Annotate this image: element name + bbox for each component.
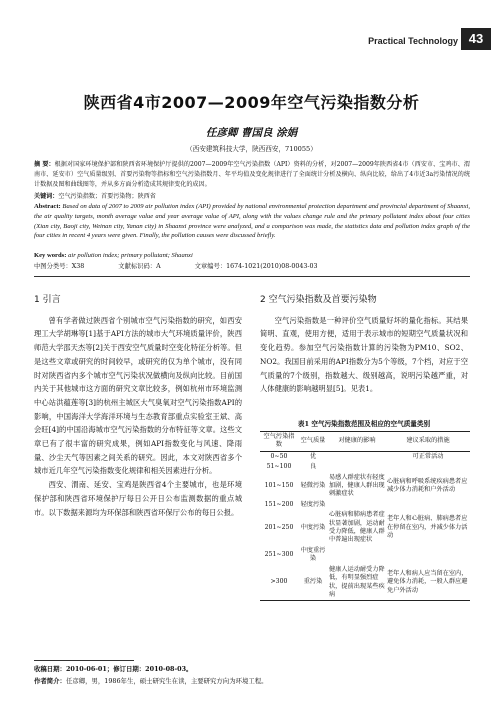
table-cell: 中度重污染 xyxy=(300,546,326,563)
journal-header xyxy=(0,0,503,56)
section-1-paragraph: 曾有学者做过陕西省个别城市空气污染指数的研究，如西安理工大学胡琳等[1]基于API方法的城市大气环境质量评价，陕西师范大学邵天杰等[2]关于西安空气质量时空变化特征分析等。但是这些文章或研究的时间较早，或研究的仅为单个城市，没有同时对陕西省内多个城市空气污染状况做横向及纵向比较。目前国内关于其他城市这方面的研究文章比较多，例如杭州市环境监测中心站洪蕴莲等[3]的杭州主城区大气臭氧对空气污染指数API的影响，中国海洋大学海洋环境与生态教育部重点实验室王斌、高会旺[4]的中国沿海城市空气污染指数的分布特征等文章。这些文章已有了很丰富的研究成果，例如API指数变化与风速、降雨量、沙尘天气等因素之间关系的研究。因此，本文对陕西省多个城市近几年空气污染指数变化规律和相关因素进行分析。 xyxy=(34,315,242,476)
table-cell: 健康人运动耐受力降低，有明显强烈症状，提前出现某些疾病 xyxy=(329,565,385,598)
table-cell: 心脏病和呼吸系统疾病患者应减少体力消耗和户外活动 xyxy=(387,477,468,494)
table-row xyxy=(260,451,470,462)
table-cell: 重污染 xyxy=(303,578,323,586)
table-cell xyxy=(386,546,470,565)
table-cell: 轻微污染 xyxy=(300,482,326,490)
article-id: 文章编号：1674-1021(2010)08-0043-03 xyxy=(194,263,318,270)
section-2-heading: 2 空气污染指数及首要污染物 xyxy=(260,295,377,305)
table-header-cell: 对健康的影响 xyxy=(338,437,376,445)
table-cell: 201~250 xyxy=(264,523,294,531)
table-cell: 251~300 xyxy=(264,551,294,559)
table-cell xyxy=(386,500,470,510)
keywords-cn xyxy=(34,192,470,202)
author-intro xyxy=(34,676,474,685)
table-row xyxy=(260,473,470,500)
table-cell: 良 xyxy=(309,463,317,471)
page-number: 43 xyxy=(461,28,491,50)
table-row xyxy=(260,565,470,601)
table-cell: >300 xyxy=(270,578,288,586)
clc-number: 中图分类号：X38 xyxy=(34,263,85,270)
left-column xyxy=(34,294,242,519)
table-row xyxy=(260,510,470,546)
section-2-paragraph: 空气污染指数是一种评价空气质量好坏的量化指标。其结果简明、直观，使用方便，适用于表示城市的短期空气质量状况和变化趋势。参加空气污染指数计算的污染物为PM10、SO2、NO2。我国目前采用的API指数分为5个等级，7个档，对应于空气质量的7个级别，指数越大、级别越高，说明污染越严重，对人体健康的影响越明显[5]。见表1。 xyxy=(260,315,468,394)
keywords-en-label: Key words: xyxy=(34,252,67,259)
table-row xyxy=(260,462,470,472)
keywords-cn-text: 空气污染指数；首要污染物；陕西省 xyxy=(58,193,156,200)
table-cell xyxy=(328,500,386,510)
keywords-cn-label: 关键词： xyxy=(34,193,59,200)
paper-title: 陕西省4市2007—2009年空气污染指数分析 xyxy=(83,93,420,112)
section-1-heading: 1 引言 xyxy=(34,295,61,305)
table-cell: 优 xyxy=(309,452,317,460)
table-header-cell: 空气污染指数 xyxy=(263,433,295,449)
abstract-en-label: Abstract: xyxy=(34,203,61,210)
classification-line xyxy=(34,262,470,272)
table-cell: 老年人和病人应当留在室内，避免体力消耗，一般人群应避免户外活动 xyxy=(387,569,468,594)
table-row xyxy=(260,546,470,565)
keywords-en xyxy=(34,251,470,261)
table-row xyxy=(260,500,470,510)
table-cell xyxy=(328,451,386,462)
author-list: 任彦卿 曹国良 涂娟 xyxy=(205,127,298,139)
table-cell: 心脏病和肺病患者症状显著加剧，运动耐受力降低，健康人群中普遍出现症状 xyxy=(329,511,385,544)
keywords-en-text: air pollution index; primary pollutant; Shaanxi xyxy=(68,252,193,259)
abstract-cn xyxy=(34,160,470,191)
received-date-text: 收稿日期：2010-06-01；修订日期：2010-08-03。 xyxy=(34,665,193,673)
footnote-divider xyxy=(34,660,134,661)
table-cell: 51~100 xyxy=(266,463,292,471)
abstract-en xyxy=(34,202,470,241)
table-cell: 老年人和心脏病、肺病患者应在停留在室内，并减少体力活动 xyxy=(387,515,468,540)
right-column xyxy=(260,294,468,396)
table-cell: 0~50 xyxy=(270,452,288,460)
affiliation: （西安建筑科技大学，陕西西安，710055） xyxy=(186,145,317,153)
section-1-paragraph: 西安、渭南、延安、宝鸡是陕西省4个主要城市，也是环境保护部和陕西省环境保护厅每日公开日公布监测数据的重点城市。以下数据来源均为环保部和陕西省环保厅公布的每日公报。 xyxy=(34,480,242,517)
author-intro-text: 任彦卿，男，1986年生，硕士研究生在读，主要研究方向为环境工程。 xyxy=(65,677,268,685)
table-header-row xyxy=(260,432,470,452)
table-cell xyxy=(386,462,470,472)
table-header-cell: 空气质量 xyxy=(300,437,326,445)
api-table xyxy=(260,431,470,601)
table-cell: 101~150 xyxy=(264,482,294,490)
table-cell: 可正常活动 xyxy=(412,452,444,460)
abstract-cn-text: 根据对国家环境保护部和陕西省环境保护厅提供的2007—2009年空气污染指数（API）资料的分析，对2007—2009年陕西省4市（西安市、宝鸡市、渭南市、延安市）空气质量级别、首要污染物等指标和空气污染指数月、年平均值及变化规律进行了全面统计分析及横向、纵向比较，给出了4市近3a污染情况的统计数据及图和曲线图等，并从多方面分析造成其规律变化的成因。 xyxy=(34,161,470,189)
table-cell: 中度污染 xyxy=(300,523,326,531)
table-cell: 151~200 xyxy=(264,500,294,508)
table-caption: 表1 空气污染指数范围及相应的空气质量类别 xyxy=(297,420,431,428)
table-cell: 轻度污染 xyxy=(300,500,326,508)
table-header-cell: 建议采取的措施 xyxy=(406,437,450,445)
journal-name: Practical Technology xyxy=(368,36,458,46)
table-cell: 易感人群症状有轻度加剧，健康人群出现刺激症状 xyxy=(329,473,385,498)
abstract-cn-label: 摘 要： xyxy=(34,161,55,168)
table-cell xyxy=(328,546,386,565)
author-intro-label: 作者简介： xyxy=(34,677,66,685)
header-divider xyxy=(34,276,470,277)
abstract-en-text: Based on data of 2007 to 2009 air pollution index (API) provided by national environmental protection department and provincial department of Shaanxi, the air quality targets, month average value and year average value of API, along with the values change rule and the primary pollutant index about four cities (Xian city, Baoji city, Weinan city, Yanan city) in Shaanxi province were analyzed, and a comparison was made, the statistics data and pollution index graph of the four cities in recent 4 years were given. Finally, the pollution causes were discussed briefly. xyxy=(34,203,470,240)
doc-code: 文献标识码：A xyxy=(118,263,161,270)
received-date xyxy=(34,664,474,673)
table-cell xyxy=(328,462,386,472)
